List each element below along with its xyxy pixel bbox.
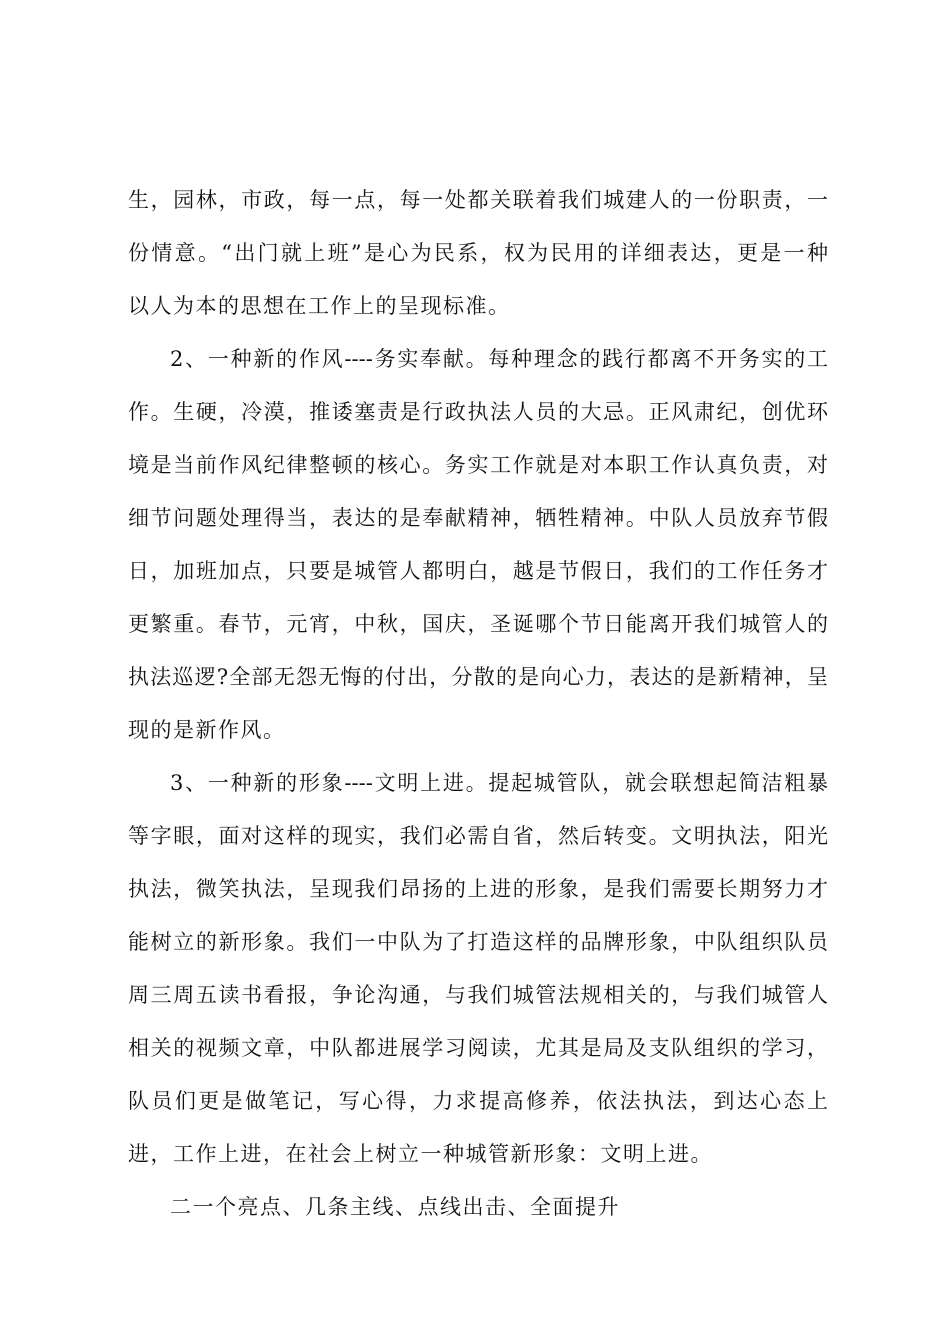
- text-line: 生，园林，市政，每一点，每一处都关联着我们城建人的一份职责，一: [128, 188, 828, 212]
- text-line: 相关的视频文章，中队都进展学习阅读，尤其是局及支队组织的学习，: [128, 1036, 828, 1060]
- text-line: 能树立的新形象。我们一中队为了打造这样的品牌形象，中队组织队员: [128, 930, 828, 954]
- text-line: 日，加班加点，只要是城管人都明白，越是节假日，我们的工作任务才: [128, 559, 828, 583]
- text-line: 境是当前作风纪律整顿的核心。务实工作就是对本职工作认真负责，对: [128, 453, 828, 477]
- text-line: 执法巡逻?全部无怨无悔的付出，分散的是向心力，表达的是新精神，呈: [128, 665, 828, 689]
- text-line: 进，工作上进，在社会上树立一种城管新形象：文明上进。: [128, 1142, 713, 1166]
- text-line: 等字眼，面对这样的现实，我们必需自省，然后转变。文明执法，阳光: [128, 824, 828, 848]
- text-line: 队员们更是做笔记，写心得，力求提高修养，依法执法，到达心态上: [128, 1089, 828, 1113]
- text-line: 以人为本的思想在工作上的呈现标准。: [128, 294, 511, 318]
- paragraph-heading-line: 2、一种新的作风----务实奉献。每种理念的践行都离不开务实的工: [170, 347, 828, 371]
- text-line: 更繁重。春节，元宵，中秋，国庆，圣诞哪个节日能离开我们城管人的: [128, 612, 828, 636]
- text-line: 细节问题处理得当，表达的是奉献精神，牺牲精神。中队人员放弃节假: [128, 506, 828, 530]
- text-line: 现的是新作风。: [128, 718, 286, 742]
- text-line: 执法，微笑执法，呈现我们昂扬的上进的形象，是我们需要长期努力才: [128, 877, 828, 901]
- text-line: 作。生硬，冷漠，推诿塞责是行政执法人员的大忌。正风肃纪，创优环: [128, 400, 828, 424]
- text-line: 份情意。“出门就上班”是心为民系，权为民用的详细表达，更是一种: [128, 241, 828, 265]
- paragraph-heading-line: 3、一种新的形象----文明上进。提起城管队，就会联想起简洁粗暴: [170, 771, 828, 795]
- section-heading: 二一个亮点、几条主线、点线出击、全面提升: [170, 1195, 620, 1219]
- text-line: 周三周五读书看报，争论沟通，与我们城管法规相关的，与我们城管人: [128, 983, 828, 1007]
